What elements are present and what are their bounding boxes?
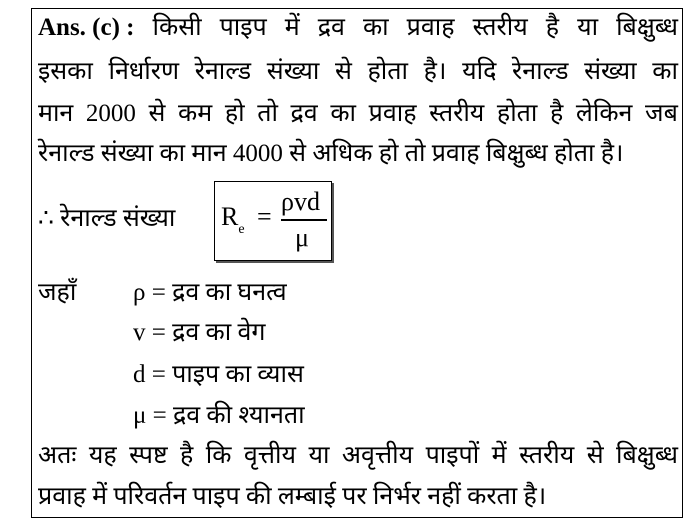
definition-v: v = द्रव का वेग bbox=[133, 319, 266, 346]
word: संख्या bbox=[584, 58, 637, 85]
word: 2000 bbox=[85, 100, 136, 127]
word: स्तरीय bbox=[472, 14, 528, 41]
word: अवृत्तीय bbox=[341, 442, 414, 469]
word: हो bbox=[224, 100, 245, 127]
definition-rho: ρ = द्रव का घनत्व bbox=[133, 279, 287, 306]
word: है। bbox=[423, 58, 447, 85]
answer-line-4: रेनाल्ड संख्या का मान 4000 से अधिक हो तो प्रवाह बिक्षुब्ध होता है। bbox=[38, 140, 624, 167]
word: या bbox=[577, 14, 599, 41]
word: स्तरीय bbox=[519, 442, 575, 469]
answer-label: Ans. (c) : bbox=[38, 14, 135, 41]
word: निर्धारण bbox=[108, 58, 180, 85]
word: होता bbox=[367, 58, 409, 85]
where-label: जहाँ bbox=[38, 279, 77, 306]
word: स्तरीय bbox=[429, 100, 485, 127]
answer-line-1 bbox=[38, 13, 678, 43]
word: या bbox=[308, 442, 330, 469]
word: का bbox=[362, 14, 389, 41]
word: द्रव bbox=[290, 100, 318, 127]
word: कम bbox=[178, 100, 213, 127]
formula-lhs: $R_e$ bbox=[221, 202, 245, 237]
word: वृत्तीय bbox=[243, 442, 297, 469]
word: होता bbox=[496, 100, 538, 127]
conclusion-line-2: प्रवाह में परिवर्तन पाइप की लम्बाई पर निर्भर नहीं करता है। bbox=[38, 483, 547, 510]
word: कि bbox=[205, 442, 232, 469]
definition-mu: μ = द्रव की श्यानता bbox=[133, 402, 305, 429]
formula-denominator: μ bbox=[295, 223, 309, 252]
word: मान bbox=[38, 100, 74, 127]
word: यह bbox=[88, 442, 117, 469]
word: से bbox=[148, 100, 166, 127]
word: जब bbox=[645, 100, 678, 127]
word: से bbox=[586, 442, 604, 469]
word: है bbox=[545, 14, 560, 41]
word: तो bbox=[257, 100, 278, 127]
formula-subscript: e bbox=[238, 222, 245, 237]
word: अतः bbox=[38, 442, 77, 469]
word: प्रवाह bbox=[368, 100, 417, 127]
answer-line-3 bbox=[38, 99, 678, 129]
word: स्पष्ट bbox=[129, 442, 168, 469]
word: इसका bbox=[38, 58, 93, 85]
word: है bbox=[550, 100, 564, 127]
formula-equals: = bbox=[257, 202, 272, 231]
word: प्रवाह bbox=[406, 14, 455, 41]
word: में bbox=[491, 442, 507, 469]
word: बिक्षुब्ध bbox=[616, 442, 678, 469]
reynolds-formula-box bbox=[214, 181, 332, 261]
formula-numerator: ρvd bbox=[281, 187, 320, 216]
word: बिक्षुब्ध bbox=[616, 14, 678, 41]
word: है bbox=[180, 442, 194, 469]
conclusion-line-1 bbox=[38, 441, 678, 471]
word: पाइप bbox=[219, 14, 267, 41]
word: रेनाल्ड bbox=[194, 58, 252, 85]
word: यदि bbox=[462, 58, 497, 85]
fraction-bar bbox=[281, 219, 327, 221]
word: किसी bbox=[152, 14, 202, 41]
definition-d: d = पाइप का व्यास bbox=[133, 361, 304, 388]
word: का bbox=[330, 100, 357, 127]
word: से bbox=[334, 58, 352, 85]
word: संख्या bbox=[266, 58, 320, 85]
word: द्रव bbox=[317, 14, 345, 41]
word: में bbox=[284, 14, 300, 41]
answer-line-2 bbox=[38, 57, 678, 87]
word: का bbox=[652, 58, 678, 85]
word: लेकिन bbox=[575, 100, 633, 127]
word: रेनाल्ड bbox=[512, 58, 569, 85]
therefore-text: ∴ रेनाल्ड संख्या bbox=[38, 205, 176, 232]
word: पाइपों bbox=[425, 442, 480, 469]
